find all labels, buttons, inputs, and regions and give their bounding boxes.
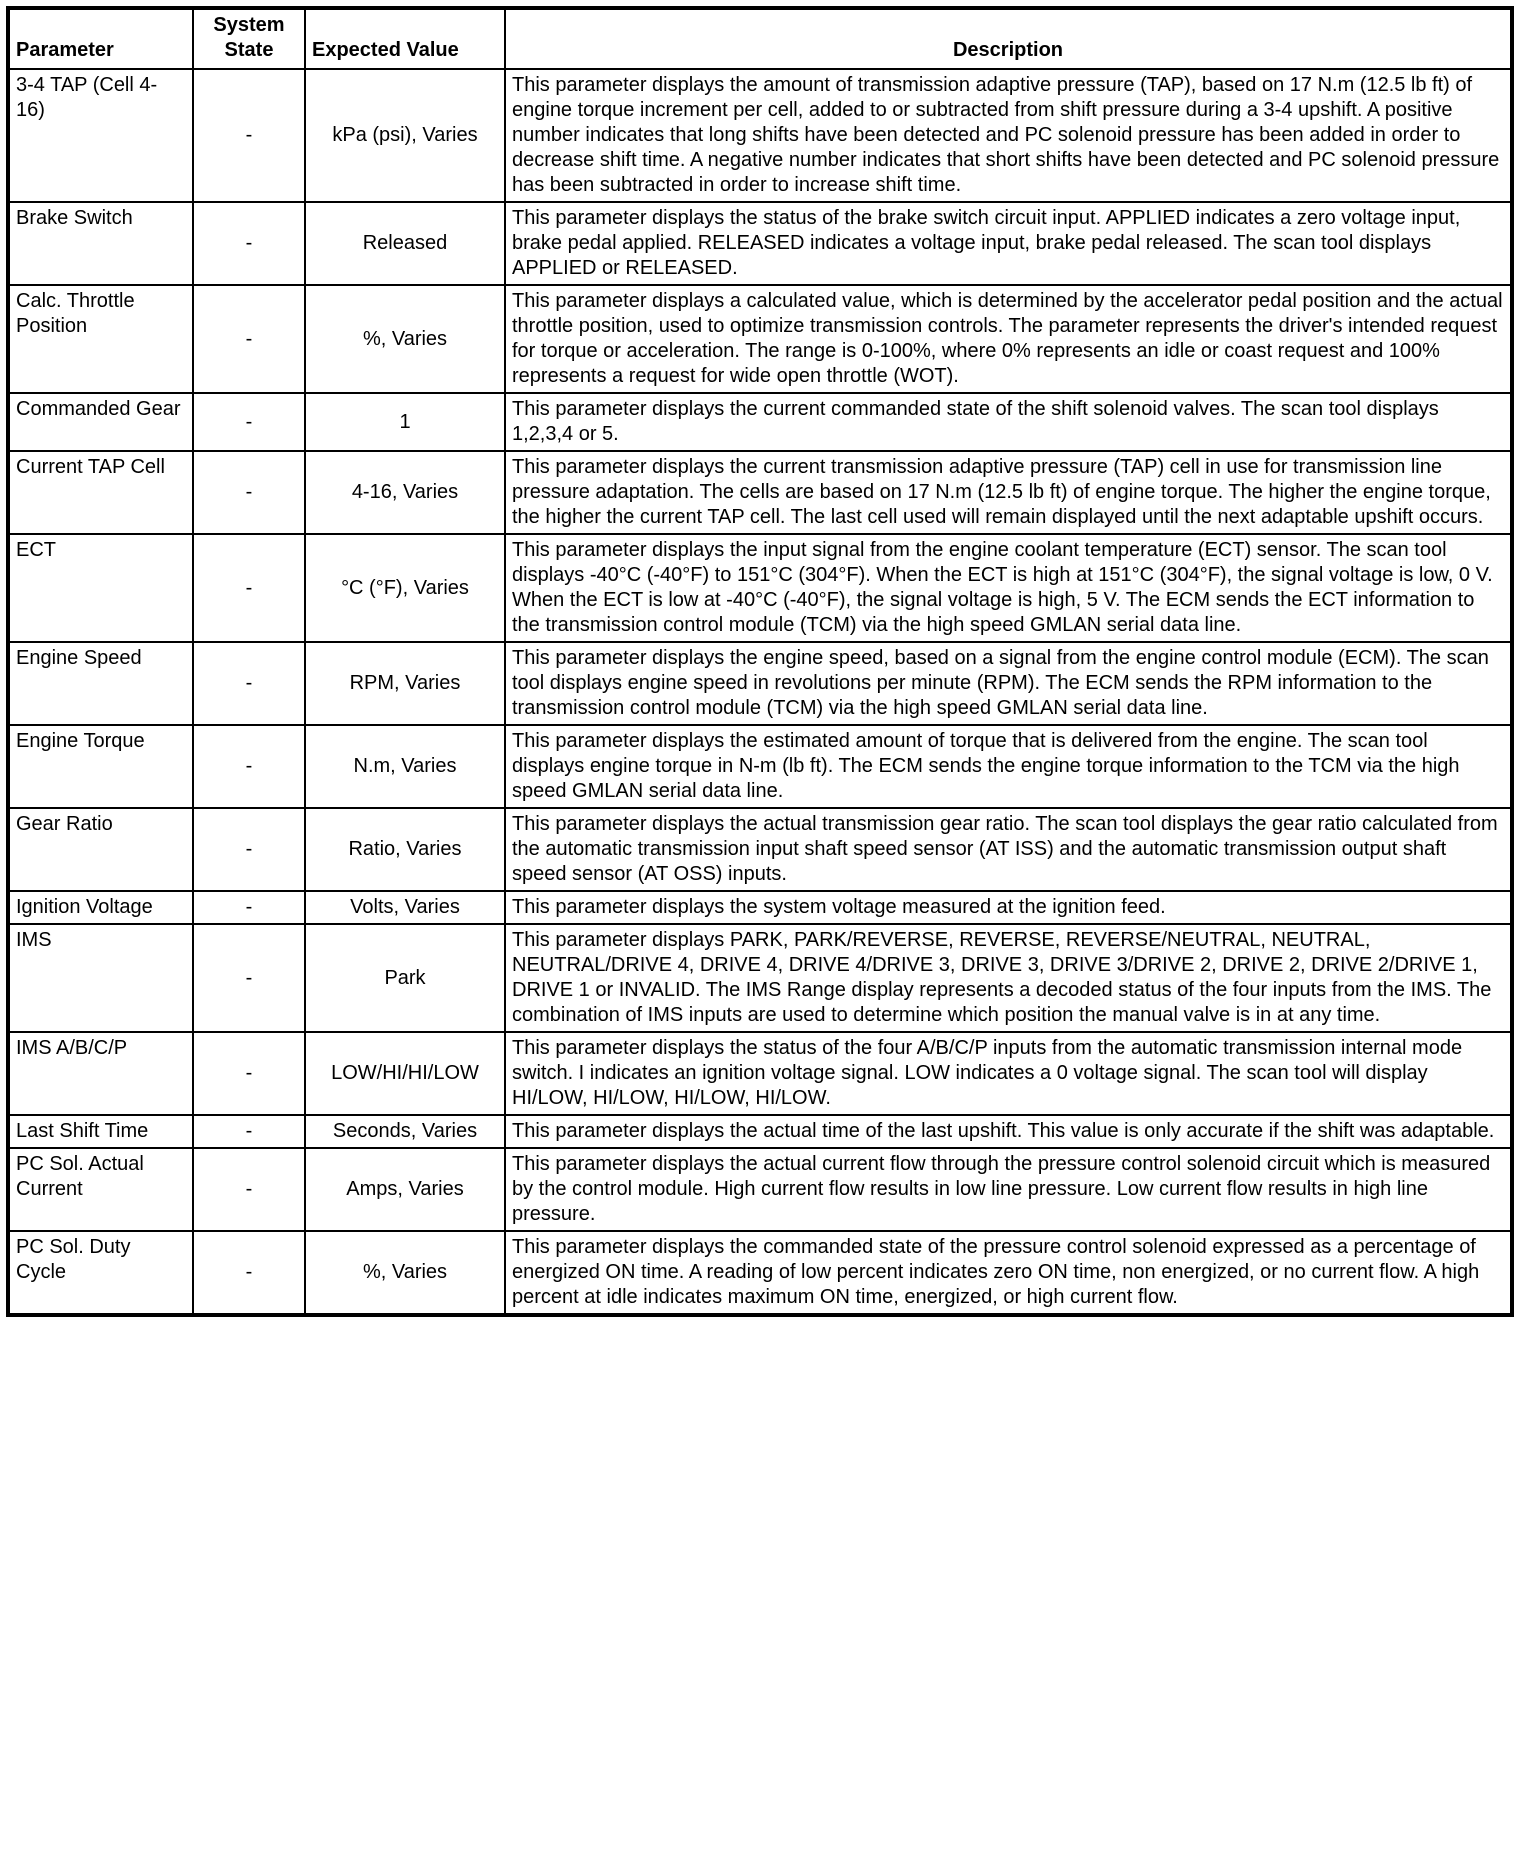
description-cell: This parameter displays the input signal from the engine coolant temperature (ECT) sensor. The scan tool displays -40°C (-40°F) to 151°C (304°F). When the ECT is high at 151°C (304°F), the signal voltage is low, 0 V. When the ECT is low at -40°C (-40°F), the signal voltage is high, 5 V. The ECM sends the ECT information to the transmission control module (TCM) via the high speed GMLAN serial data line.: [505, 534, 1512, 642]
system-state-cell: -: [193, 393, 305, 451]
description-cell: This parameter displays the engine speed, based on a signal from the engine control module (ECM). The scan tool displays engine speed in revolutions per minute (RPM). The ECM sends the RPM information to the transmission control module (TCM) via the high speed GMLAN serial data line.: [505, 642, 1512, 725]
expected-value-cell: kPa (psi), Varies: [305, 69, 505, 202]
table-row: [8, 69, 1512, 202]
description-cell: This parameter displays the current transmission adaptive pressure (TAP) cell in use for transmission line pressure adaptation. The cells are based on 17 N.m (12.5 lb ft) of engine torque. The higher the engine torque, the higher the current TAP cell. The last cell used will remain displayed until the next adaptable upshift occurs.: [505, 451, 1512, 534]
system-state-cell: -: [193, 534, 305, 642]
description-cell: This parameter displays the actual current flow through the pressure control solenoid circuit which is measured by the control module. High current flow results in low line pressure. Low current flow results in high line pressure.: [505, 1148, 1512, 1231]
table-row: [8, 808, 1512, 891]
expected-value-cell: LOW/HI/HI/LOW: [305, 1032, 505, 1115]
expected-value-cell: Seconds, Varies: [305, 1115, 505, 1148]
table-row: [8, 285, 1512, 393]
expected-value-cell: °C (°F), Varies: [305, 534, 505, 642]
table-row: [8, 891, 1512, 924]
table-row: [8, 534, 1512, 642]
table-row: [8, 725, 1512, 808]
parameter-cell: PC Sol. Duty Cycle: [8, 1231, 193, 1315]
system-state-cell: -: [193, 808, 305, 891]
expected-value-cell: %, Varies: [305, 1231, 505, 1315]
expected-value-cell: Ratio, Varies: [305, 808, 505, 891]
parameter-cell: 3-4 TAP (Cell 4-16): [8, 69, 193, 202]
parameter-cell: Brake Switch: [8, 202, 193, 285]
system-state-cell: -: [193, 1115, 305, 1148]
parameter-cell: Engine Torque: [8, 725, 193, 808]
parameter-cell: ECT: [8, 534, 193, 642]
table-row: [8, 1032, 1512, 1115]
expected-value-cell: N.m, Varies: [305, 725, 505, 808]
system-state-cell: -: [193, 1032, 305, 1115]
header-description: Description: [505, 8, 1512, 69]
description-cell: This parameter displays the actual time of the last upshift. This value is only accurate if the shift was adaptable.: [505, 1115, 1512, 1148]
table-row: [8, 393, 1512, 451]
system-state-cell: -: [193, 642, 305, 725]
parameter-cell: Ignition Voltage: [8, 891, 193, 924]
parameter-cell: Engine Speed: [8, 642, 193, 725]
system-state-cell: -: [193, 202, 305, 285]
table-row: [8, 642, 1512, 725]
parameter-cell: Current TAP Cell: [8, 451, 193, 534]
parameter-cell: Last Shift Time: [8, 1115, 193, 1148]
system-state-cell: -: [193, 725, 305, 808]
table-row: [8, 924, 1512, 1032]
system-state-cell: -: [193, 69, 305, 202]
table-row: [8, 451, 1512, 534]
parameter-cell: Calc. Throttle Position: [8, 285, 193, 393]
parameter-cell: IMS A/B/C/P: [8, 1032, 193, 1115]
header-parameter: Parameter: [8, 8, 193, 69]
description-cell: This parameter displays the actual transmission gear ratio. The scan tool displays the gear ratio calculated from the automatic transmission input shaft speed sensor (AT ISS) and the automatic transmission output shaft speed sensor (AT OSS) inputs.: [505, 808, 1512, 891]
expected-value-cell: Park: [305, 924, 505, 1032]
parameter-cell: PC Sol. Actual Current: [8, 1148, 193, 1231]
parameter-cell: Commanded Gear: [8, 393, 193, 451]
expected-value-cell: RPM, Varies: [305, 642, 505, 725]
expected-value-cell: Amps, Varies: [305, 1148, 505, 1231]
header-expected-value: Expected Value: [305, 8, 505, 69]
table-row: [8, 1148, 1512, 1231]
system-state-cell: -: [193, 891, 305, 924]
system-state-cell: -: [193, 1148, 305, 1231]
system-state-cell: -: [193, 451, 305, 534]
parameter-cell: IMS: [8, 924, 193, 1032]
description-cell: This parameter displays the system voltage measured at the ignition feed.: [505, 891, 1512, 924]
table-header-row: [8, 8, 1512, 69]
expected-value-cell: Released: [305, 202, 505, 285]
expected-value-cell: %, Varies: [305, 285, 505, 393]
description-cell: This parameter displays the status of the brake switch circuit input. APPLIED indicates a zero voltage input, brake pedal applied. RELEASED indicates a voltage input, brake pedal released. The scan tool displays APPLIED or RELEASED.: [505, 202, 1512, 285]
expected-value-cell: 4-16, Varies: [305, 451, 505, 534]
description-cell: This parameter displays PARK, PARK/REVERSE, REVERSE, REVERSE/NEUTRAL, NEUTRAL, NEUTRAL/DRIVE 4, DRIVE 4, DRIVE 4/DRIVE 3, DRIVE 3, DRIVE 3/DRIVE 2, DRIVE 2, DRIVE 2/DRIVE 1, DRIVE 1 or INVALID. The IMS Range display represents a decoded status of the four inputs from the IMS. The combination of IMS inputs are used to determine which position the manual valve is in at any time.: [505, 924, 1512, 1032]
parameters-table: [6, 6, 1514, 1317]
description-cell: This parameter displays the commanded state of the pressure control solenoid expressed as a percentage of energized ON time. A reading of low percent indicates zero ON time, non energized, or no current flow. A high percent at idle indicates maximum ON time, energized, or high current flow.: [505, 1231, 1512, 1315]
table-row: [8, 202, 1512, 285]
system-state-cell: -: [193, 1231, 305, 1315]
expected-value-cell: Volts, Varies: [305, 891, 505, 924]
description-cell: This parameter displays the status of the four A/B/C/P inputs from the automatic transmission internal mode switch. I indicates an ignition voltage signal. LOW indicates a 0 voltage signal. The scan tool will display HI/LOW, HI/LOW, HI/LOW, HI/LOW.: [505, 1032, 1512, 1115]
description-cell: This parameter displays the estimated amount of torque that is delivered from the engine. The scan tool displays engine torque in N-m (lb ft). The ECM sends the engine torque information to the TCM via the high speed GMLAN serial data line.: [505, 725, 1512, 808]
parameter-cell: Gear Ratio: [8, 808, 193, 891]
description-cell: This parameter displays a calculated value, which is determined by the accelerator pedal position and the actual throttle position, used to optimize transmission controls. The parameter represents the driver's intended request for torque or acceleration. The range is 0-100%, where 0% represents an idle or coast request and 100% represents a request for wide open throttle (WOT).: [505, 285, 1512, 393]
table-row: [8, 1231, 1512, 1315]
description-cell: This parameter displays the amount of transmission adaptive pressure (TAP), based on 17 N.m (12.5 lb ft) of engine torque increment per cell, added to or subtracted from shift pressure during a 3-4 upshift. A positive number indicates that long shifts have been detected and PC solenoid pressure has been added in order to decrease shift time. A negative number indicates that short shifts have been detected and PC solenoid pressure has been subtracted in order to increase shift time.: [505, 69, 1512, 202]
header-system-state: System State: [193, 8, 305, 69]
expected-value-cell: 1: [305, 393, 505, 451]
table-row: [8, 1115, 1512, 1148]
description-cell: This parameter displays the current commanded state of the shift solenoid valves. The scan tool displays 1,2,3,4 or 5.: [505, 393, 1512, 451]
system-state-cell: -: [193, 285, 305, 393]
system-state-cell: -: [193, 924, 305, 1032]
